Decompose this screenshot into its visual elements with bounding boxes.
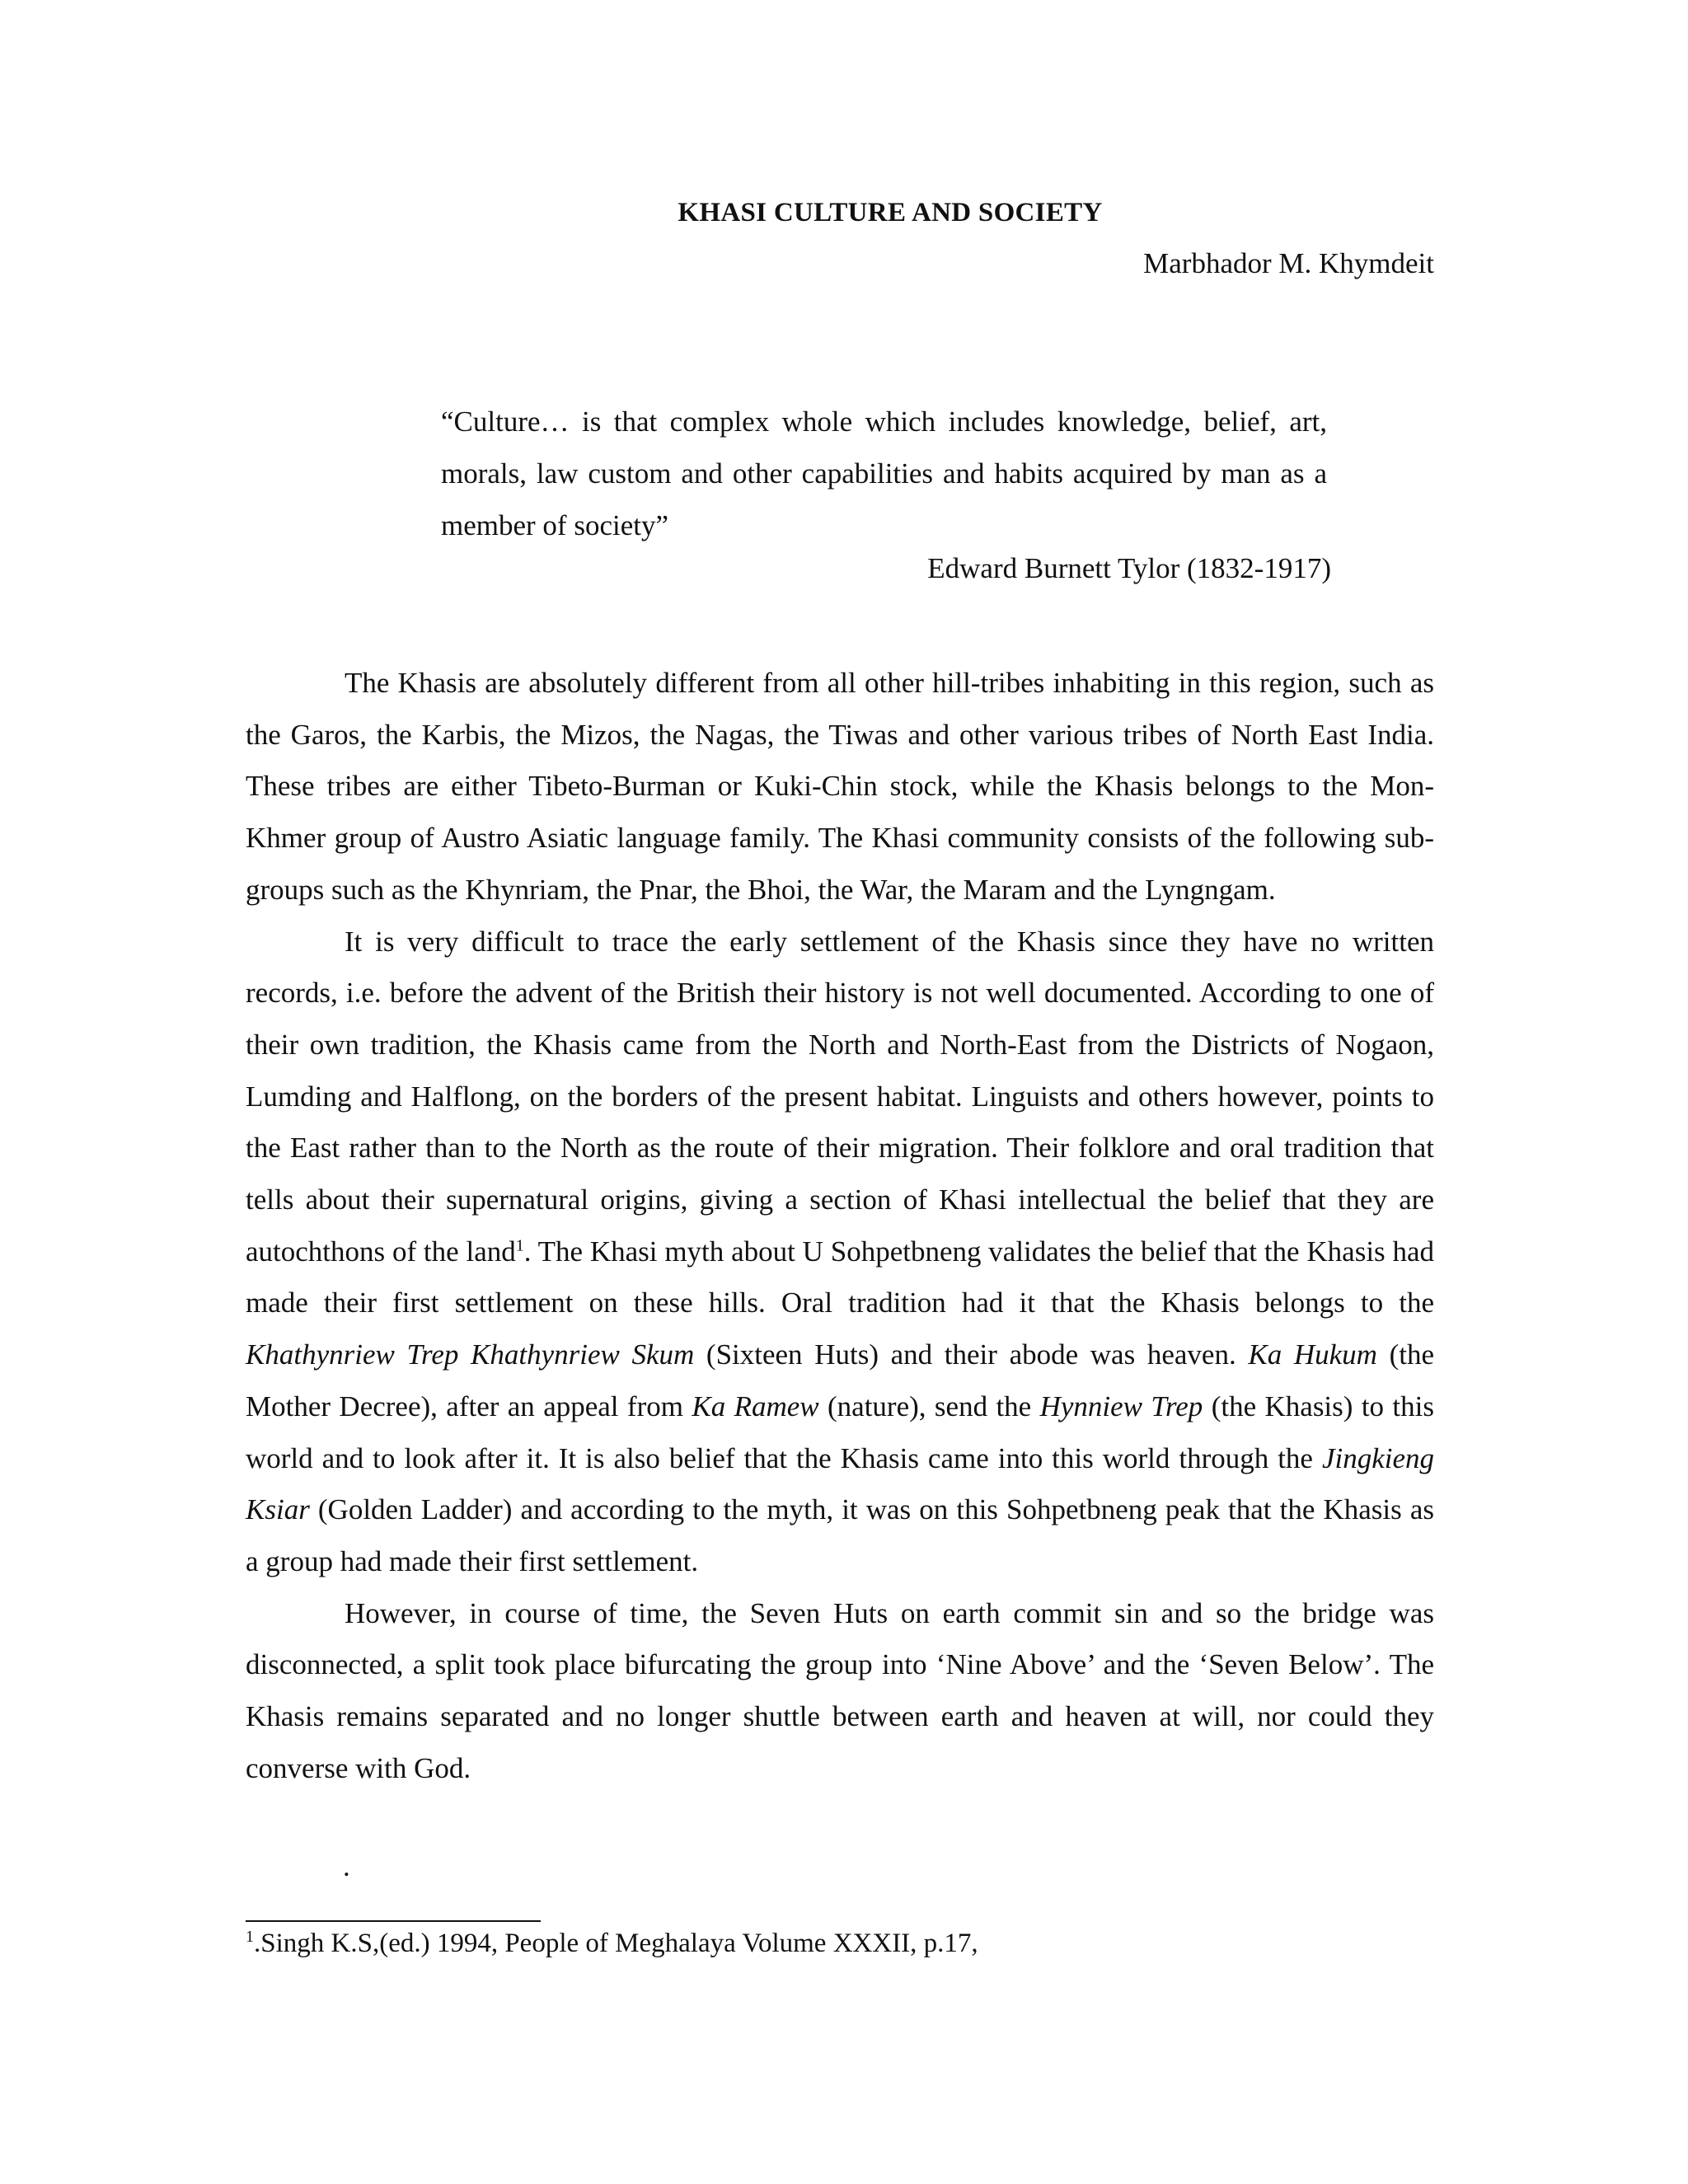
paragraph-2-part-e: (nature), send the [818,1390,1040,1422]
author-name: Marbhador M. Khymdeit [1143,247,1434,279]
document-title: KHASI CULTURE AND SOCIETY [678,198,1103,227]
epigraph-quote: “Culture… is that complex whole which includes knowledge, belief, art, morals, law custom and other capabilities and habits acquired by man as a member of society” [441,405,1327,541]
paragraph-2-part-a: It is very difficult to trace the early settlement of the Khasis since they have no written records, i.e. before the advent of the British their history is not well documented. According to one of their own tradition, the Khasis came from the North and North-East from the Districts of Nogaon, Lumding and Halflong, on the borders of the present habitat. Linguists and others however, points to the East rather than to the North as the route of their migration. Their folklore and oral tradition that tells about their supernatural origins, giving a section of Khasi intellectual the belief that they are autochthons of the land [246,925,1434,1268]
italic-term: Ka Hukum [1248,1338,1377,1371]
paragraph-1: The Khasis are absolutely different from all other hill-tribes inhabiting in this region, such as the Garos, the Karbis, the Mizos, the Nagas, the Tiwas and other various tribes of North East India. These tribes are either Tibeto-Burman or Kuki-Chin stock, while the Khasis belongs to the Mon-Khmer group of Austro Asiatic language family. The Khasi community consists of the following sub-groups such as the Khynriam, the Pnar, the Bhoi, the War, the Maram and the Lyngngam. [246,667,1434,906]
paragraph-2-part-g: (Golden Ladder) and according to the myth, it was on this Sohpetbneng peak that the Khasis as a group had made their first settlement. [246,1493,1434,1577]
italic-term: Ka Ramew [692,1390,819,1422]
paragraph-2-part-c: (Sixteen Huts) and their abode was heaven. [694,1338,1249,1371]
epigraph-attribution: Edward Burnett Tylor (1832-1917) [927,552,1331,584]
paragraph-2 [246,916,1434,1588]
footnote-reference[interactable]: 1 [515,1236,524,1255]
body-text [246,658,1434,1794]
stray-mark: . [343,1850,350,1882]
paragraph-2-part-b: . The Khasi myth about U Sohpetbneng validates the belief that the Khasis had made their first settlement on these hills. Oral tradition had it that the Khasis belongs to the [246,1235,1435,1319]
italic-term: Jingkieng Ksiar [246,1441,1434,1526]
italic-term: Khathynriew Trep Khathynriew Skum [246,1338,695,1371]
paragraph-3: However, in course of time, the Seven Huts on earth commit sin and so the bridge was disconnected, a split took place bifurcating the group into ‘Nine Above’ and the ‘Seven Below’. The Khasis remains separated and no longer shuttle between earth and heaven at will, nor could they converse with God. [246,1596,1434,1784]
italic-term: Hynniew Trep [1039,1390,1203,1422]
paragraph-2-part-f: (the Khasis) to this world and to look after it. It is also belief that the Khasis came into this world through the [246,1390,1435,1474]
footnote-number: 1 [246,1928,254,1946]
footnote-divider [246,1920,541,1922]
footnote-text: .Singh K.S,(ed.) 1994, People of Meghalaya Volume XXXII, p.17, [254,1929,978,1958]
footnote [246,1929,978,1959]
paragraph-2-part-d: (the Mother Decree), after an appeal from [246,1338,1434,1422]
